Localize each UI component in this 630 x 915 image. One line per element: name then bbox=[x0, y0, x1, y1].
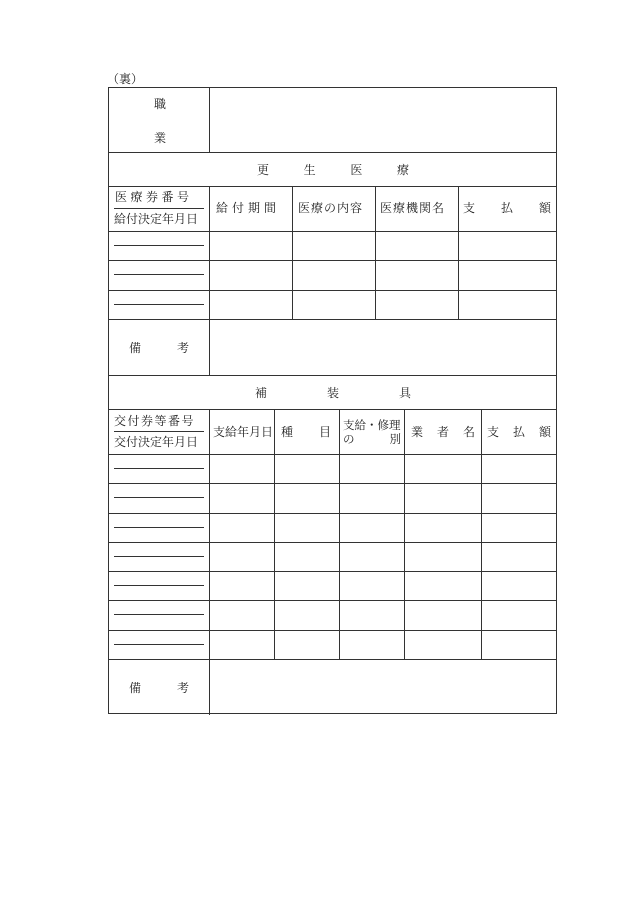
rehab-remarks-label bbox=[129, 342, 189, 354]
divider bbox=[109, 542, 556, 543]
device-remarks-label bbox=[129, 682, 189, 694]
amount-char: 払 bbox=[512, 425, 525, 439]
divider bbox=[109, 659, 556, 660]
divider bbox=[209, 409, 210, 659]
device-title bbox=[255, 387, 411, 399]
rehab-title-char: 生 bbox=[303, 163, 316, 177]
divider bbox=[109, 260, 556, 261]
reverse-side-label: （裏） bbox=[107, 72, 144, 86]
number-underline bbox=[114, 304, 204, 305]
divider bbox=[109, 454, 556, 455]
number-underline bbox=[114, 468, 204, 469]
rehab-content-header: 医療の内容 bbox=[298, 201, 364, 215]
rehab-period-header: 給付期間 bbox=[216, 201, 281, 215]
rehab-title bbox=[257, 164, 409, 176]
divider bbox=[458, 186, 459, 319]
device-date-header: 支給年月日 bbox=[213, 425, 274, 439]
device-title-char: 具 bbox=[398, 386, 411, 400]
rehab-title-char: 療 bbox=[396, 163, 409, 177]
divider bbox=[209, 319, 210, 375]
type-char: の bbox=[343, 432, 355, 446]
number-underline bbox=[114, 245, 204, 246]
amount-char: 支 bbox=[487, 425, 500, 439]
type-char: 別 bbox=[389, 432, 401, 446]
number-underline bbox=[114, 497, 204, 498]
device-kind-header bbox=[281, 426, 331, 438]
vendor-char: 業 bbox=[411, 425, 424, 439]
divider bbox=[209, 659, 210, 715]
remarks-char: 考 bbox=[176, 681, 189, 695]
divider bbox=[109, 375, 556, 376]
number-underline bbox=[114, 585, 204, 586]
divider bbox=[404, 409, 405, 659]
device-type-header-top: 支給・修理 bbox=[343, 418, 401, 432]
divider bbox=[274, 409, 275, 659]
number-underline bbox=[114, 556, 204, 557]
divider bbox=[109, 600, 556, 601]
number-underline bbox=[114, 644, 204, 645]
divider bbox=[109, 571, 556, 572]
divider bbox=[109, 630, 556, 631]
device-amount-header bbox=[487, 426, 551, 438]
divider bbox=[109, 186, 556, 187]
kind-char: 種 bbox=[281, 425, 294, 439]
rehab-decision-date-header: 給付決定年月日 bbox=[114, 212, 199, 226]
remarks-char: 備 bbox=[129, 341, 142, 355]
header-underline bbox=[114, 431, 204, 432]
device-title-char: 補 bbox=[255, 386, 268, 400]
divider bbox=[109, 152, 556, 153]
divider bbox=[209, 88, 210, 152]
divider bbox=[109, 483, 556, 484]
amount-char: 支 bbox=[463, 201, 476, 215]
rehab-amount-header bbox=[463, 202, 551, 214]
device-title-char: 装 bbox=[326, 386, 339, 400]
number-underline bbox=[114, 274, 204, 275]
device-vendor-header bbox=[411, 426, 475, 438]
amount-char: 額 bbox=[538, 201, 551, 215]
occupation-label-top: 職 bbox=[154, 97, 167, 111]
divider bbox=[339, 409, 340, 659]
number-underline bbox=[114, 527, 204, 528]
device-type-header-bottom bbox=[343, 433, 401, 445]
remarks-char: 考 bbox=[176, 341, 189, 355]
divider bbox=[109, 409, 556, 410]
divider bbox=[375, 186, 376, 319]
rehab-title-char: 医 bbox=[350, 163, 363, 177]
divider bbox=[209, 186, 210, 319]
divider bbox=[292, 186, 293, 319]
vendor-char: 名 bbox=[462, 425, 475, 439]
number-underline bbox=[114, 614, 204, 615]
rehab-title-char: 更 bbox=[257, 163, 270, 177]
divider bbox=[109, 513, 556, 514]
rehab-ticket-no-header: 医療券番号 bbox=[115, 190, 193, 204]
divider bbox=[481, 409, 482, 659]
divider bbox=[109, 231, 556, 232]
device-decision-date-header: 交付決定年月日 bbox=[114, 435, 199, 449]
header-underline bbox=[114, 208, 204, 209]
divider bbox=[109, 290, 556, 291]
vendor-char: 者 bbox=[436, 425, 449, 439]
device-ticket-no-header: 交付券等番号 bbox=[114, 414, 196, 428]
occupation-label-bottom: 業 bbox=[154, 131, 167, 145]
amount-char: 払 bbox=[500, 201, 513, 215]
record-sheet bbox=[108, 87, 557, 714]
divider bbox=[109, 319, 556, 320]
kind-char: 目 bbox=[318, 425, 331, 439]
amount-char: 額 bbox=[538, 425, 551, 439]
remarks-char: 備 bbox=[129, 681, 142, 695]
rehab-institution-header: 医療機関名 bbox=[380, 201, 446, 215]
